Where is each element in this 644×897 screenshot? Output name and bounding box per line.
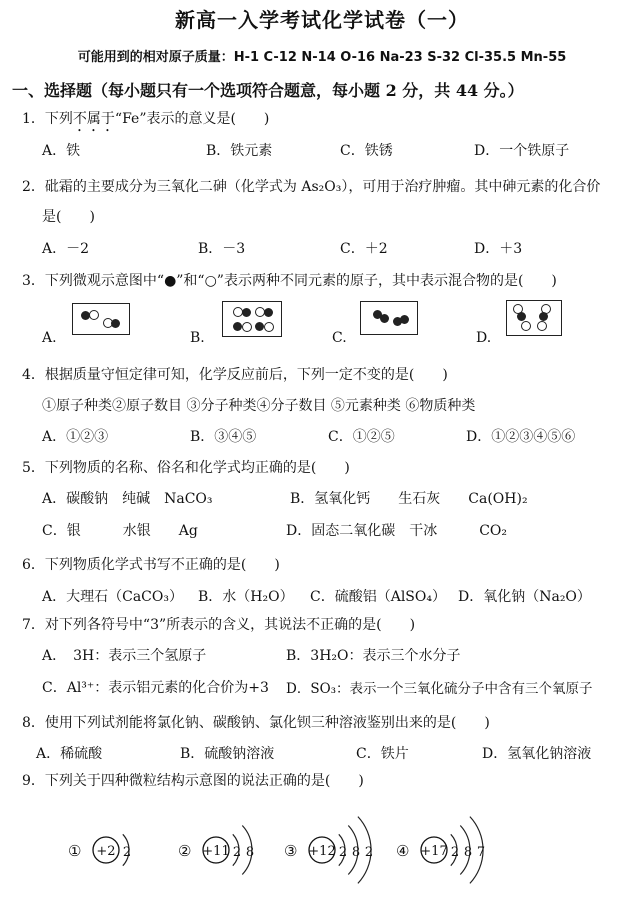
q2-option-d: D．＋3 [474,241,523,257]
electron-count: 8 [245,845,255,860]
nucleus-charge: +11 [202,844,230,859]
question-9-stem: 9．下列关于四种微粒结构示意图的说法正确的是( ) [22,773,364,789]
structure-label: ① [68,842,82,860]
q6-option-c: C．硫酸铝（AlSO₄） [310,589,446,605]
q8-option-a: A．稀硫酸 [36,746,103,762]
q3-diagram-b [222,301,282,337]
nucleus-charge: +12 [308,844,336,859]
question-2-stem: 2．砒霜的主要成分为三氧化二砷（化学式为 As₂O₃），可用于治疗肿瘤。其中砷元素的化合价 [22,179,601,195]
q7-option-b: B．3H₂O：表示三个水分子 [286,648,461,664]
q8-option-b: B．硫酸钠溶液 [180,746,275,762]
q3-diagram-d [506,300,562,336]
question-2-stem-cont: 是( ) [42,209,95,225]
structure-label: ④ [396,842,410,860]
q6-option-b: B．水（H₂O） [198,589,294,605]
q6-option-a: A．大理石（CaCO₃） [42,589,183,605]
q2-option-a: A．－2 [42,241,90,257]
nucleus-charge: +17 [420,844,448,859]
q4-option-b: B．③④⑤ [190,429,257,445]
q5-option-a: A．碳酸钠 纯碱 NaCO₃ [42,491,213,507]
electron-count: 2 [450,845,460,860]
q1-pre: 1．下列 [22,111,73,127]
q1-post: “Fe”表示的意义是( ) [114,111,270,127]
electron-count: 8 [351,845,361,860]
q8-option-c: C．铁片 [356,746,409,762]
electron-count: 7 [476,845,486,860]
q1-emphasis: 不属于 [72,111,115,127]
electron-count: 2 [364,845,374,860]
question-6-stem: 6．下列物质化学式书写不正确的是( ) [22,557,280,573]
q4-option-c: C．①②⑤ [328,429,395,445]
electron-count: 2 [122,845,132,860]
structure-label: ③ [284,842,298,860]
q6-option-d: D．氧化钠（Na₂O） [458,589,591,605]
question-4-stem: 4．根据质量守恒定律可知，化学反应前后，下列一定不变的是( ) [22,367,448,383]
q5-option-b: B．氢氧化钙 生石灰 Ca(OH)₂ [290,491,528,507]
electron-count: 2 [232,845,242,860]
question-7-stem: 7．对下列各符号中“3”所表示的含义，其说法不正确的是( ) [22,617,416,633]
q3-label-d: D. [476,330,492,346]
q5-option-c: C．银 水银 Ag [42,523,198,539]
q1-option-b: B．铁元素 [206,143,273,159]
q3-label-c: C. [332,330,347,346]
question-3-stem: 3．下列微观示意图中“●”和“○”表示两种不同元素的原子，其中表示混合物的是( ) [22,273,557,289]
question-1-stem [22,108,269,135]
q2-option-b: B．－3 [198,241,246,257]
question-5-stem: 5．下列物质的名称、俗名和化学式均正确的是( ) [22,460,350,476]
electron-count: 2 [338,845,348,860]
q3-label-a: A. [42,330,57,346]
q1-option-d: D．一个铁原子 [474,143,570,159]
q1-option-a: A．铁 [42,143,81,159]
structure-label: ② [178,842,192,860]
section-heading: 一、选择题（每小题只有一个选项符合题意，每小题 2 分，共 44 分。） [12,81,524,100]
q4-items: ①原子种类②原子数目 ③分子种类④分子数目 ⑤元素种类 ⑥物质种类 [42,398,476,414]
atomic-structure-diagrams [0,780,644,897]
page-title: 新高一入学考试化学试卷（一） [175,8,469,32]
q5-option-d: D．固态二氧化碳 干冰 CO₂ [286,523,508,539]
q8-option-d: D．氢氧化钠溶液 [482,746,592,762]
q3-diagram-a [72,303,130,335]
q3-diagram-c [360,301,418,335]
q4-option-a: A．①②③ [42,429,109,445]
q7-option-d: D．SO₃：表示一个三氧化硫分子中含有三个氧原子 [286,681,593,697]
q2-option-c: C．＋2 [340,241,388,257]
q1-option-c: C．铁锈 [340,143,393,159]
electron-count: 8 [463,845,473,860]
question-8-stem: 8．使用下列试剂能将氯化钠、碳酸钠、氯化钡三种溶液鉴别出来的是( ) [22,715,490,731]
atomic-masses-line: 可能用到的相对原子质量：H-1 C-12 N-14 O-16 Na-23 S-32 Cl-35.5 Mn-55 [77,50,567,65]
q7-option-a: A． 3H：表示三个氢原子 [42,648,207,664]
q7-option-c: C．Al³⁺：表示铝元素的化合价为+3 [42,680,269,696]
q4-option-d: D．①②③④⑤⑥ [466,429,576,445]
nucleus-charge: +2 [96,844,116,859]
q3-label-b: B. [190,330,205,346]
